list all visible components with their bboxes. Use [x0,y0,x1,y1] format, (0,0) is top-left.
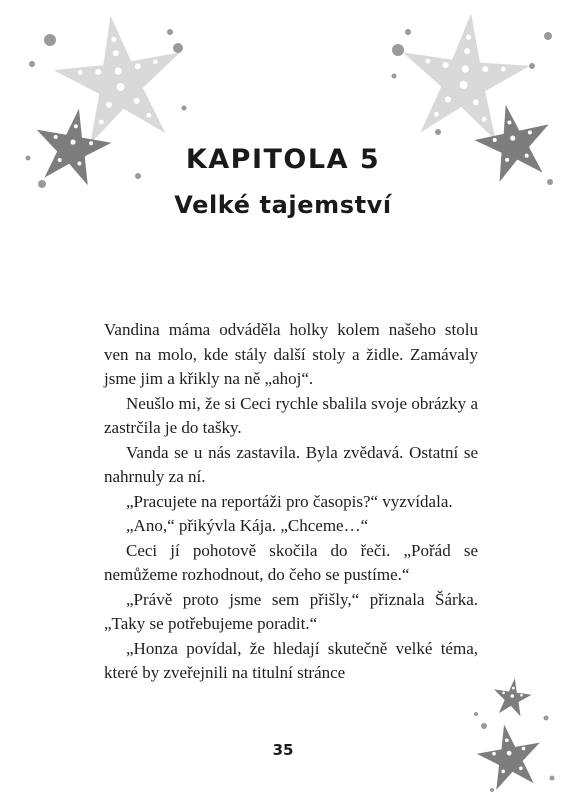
chapter-heading [0,140,566,222]
paragraph: Neušlo mi, že si Ceci rychle sbalila svoje obrázky a zastrčila je do tašky. [104,393,478,437]
starfish-cluster-bottom-right [462,674,562,798]
chapter-label: KAPITOLA 5 [185,144,381,175]
page-number: 35 [272,741,294,759]
paragraph: „Pracujete na reportáži pro časopis?“ vyzvídala. [126,491,453,511]
paragraph: Vanda se u nás zastavila. Byla zvědavá. Ostatní se nahrnuly za ní. [104,442,478,486]
starfish-icon [47,8,190,147]
paragraph: Vandina máma odváděla holky kolem našeho stolu ven na molo, kde stály další stoly a židle. Zamávaly jsme jim a křikly na ně „ahoj“. [104,320,478,388]
paragraph: Ceci jí pohotově skočila do řeči. „Pořád se nemůžeme rozhodnout, do čeho se pustíme.“ [104,540,478,584]
paragraph: „Právě proto jsme sem přišly,“ přiznala Šárka. „Taky se potřebujeme poradit.“ [104,589,478,633]
body-text [104,318,478,686]
paragraph: „Honza povídal, že hledají skutečně velké téma, které by zveřejnili na titulní stránce [104,638,478,682]
chapter-title: Velké tajemství [174,191,392,219]
paragraph: „Ano,“ přikývla Kája. „Chceme…“ [126,516,369,535]
starfish-icon [491,676,534,718]
